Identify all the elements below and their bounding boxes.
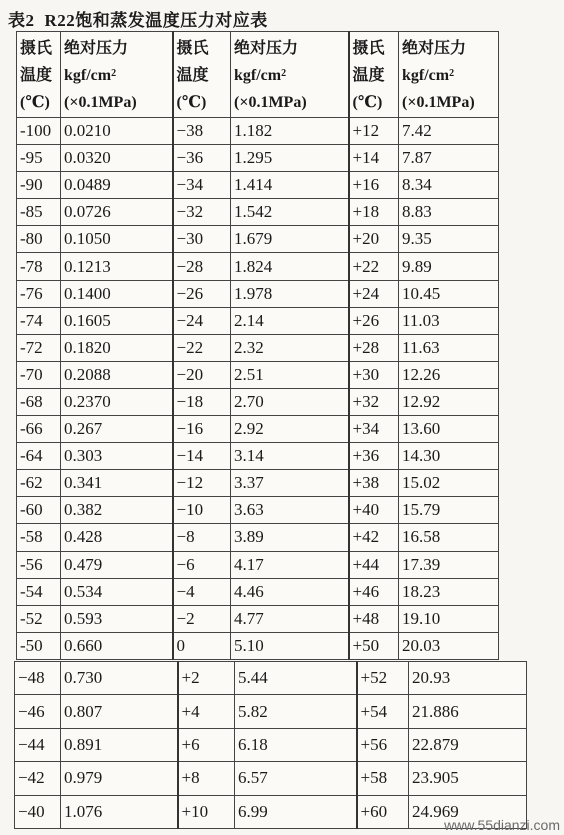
temperature-cell: +60 [357, 795, 409, 828]
pressure-cell: 7.42 [399, 118, 499, 145]
table-row [17, 632, 499, 659]
pressure-cell: 0.1213 [61, 253, 173, 280]
table-title: R22饱和蒸发温度压力对应表 [44, 11, 268, 30]
pressure-cell: 5.82 [235, 695, 357, 728]
pressure-cell: 15.02 [399, 470, 499, 497]
temperature-cell: -66 [17, 416, 61, 443]
pressure-cell: 2.32 [231, 334, 349, 361]
table-number: 表2 [8, 11, 35, 30]
table-row [17, 416, 499, 443]
table-row [17, 199, 499, 226]
temperature-cell: −24 [173, 307, 231, 334]
temperature-cell: +4 [178, 695, 235, 728]
pressure-cell: 15.79 [399, 497, 499, 524]
temperature-cell: +8 [178, 762, 235, 795]
temperature-cell: −16 [173, 416, 231, 443]
table-row [17, 605, 499, 632]
temperature-cell: -74 [17, 307, 61, 334]
temperature-cell: +46 [349, 578, 399, 605]
temp-header: 摄氏 温度 (℃) [173, 32, 231, 118]
temperature-cell: −40 [15, 795, 61, 828]
pressure-table-bottom [14, 661, 527, 829]
table-row [17, 497, 499, 524]
pressure-cell: 6.18 [235, 728, 357, 761]
pressure-cell: 17.39 [399, 551, 499, 578]
temperature-cell: +58 [357, 762, 409, 795]
temperature-cell: +14 [349, 145, 399, 172]
table-row [15, 662, 527, 695]
pressure-cell: 6.99 [235, 795, 357, 828]
pressure-cell: 1.824 [231, 253, 349, 280]
table-row [17, 145, 499, 172]
watermark-url: www.55dianzi.com [444, 817, 560, 833]
temperature-cell: −28 [173, 253, 231, 280]
pressure-cell: 13.60 [399, 416, 499, 443]
pressure-cell: 9.35 [399, 226, 499, 253]
temperature-cell: +22 [349, 253, 399, 280]
temperature-cell: -80 [17, 226, 61, 253]
table-row [17, 551, 499, 578]
temperature-cell: -62 [17, 470, 61, 497]
temperature-cell: -85 [17, 199, 61, 226]
temperature-cell: −30 [173, 226, 231, 253]
temperature-cell: -52 [17, 605, 61, 632]
temperature-cell: +48 [349, 605, 399, 632]
temperature-cell: −6 [173, 551, 231, 578]
pressure-cell: 0.1605 [61, 307, 173, 334]
pressure-cell: 2.70 [231, 388, 349, 415]
pressure-cell: 1.978 [231, 280, 349, 307]
temperature-cell: −10 [173, 497, 231, 524]
temperature-cell: +20 [349, 226, 399, 253]
pressure-cell: 1.414 [231, 172, 349, 199]
temp-header: 摄氏 温度 (℃) [17, 32, 61, 118]
table-row [17, 334, 499, 361]
temperature-cell: -90 [17, 172, 61, 199]
temperature-cell: +44 [349, 551, 399, 578]
pressure-cell: 0.479 [61, 551, 173, 578]
pressure-cell: 8.83 [399, 199, 499, 226]
pressure-cell: 20.93 [409, 662, 527, 695]
temperature-cell: +2 [178, 662, 235, 695]
temperature-cell: +34 [349, 416, 399, 443]
temperature-cell: -50 [17, 632, 61, 659]
temperature-cell: −38 [173, 118, 231, 145]
temperature-cell: +32 [349, 388, 399, 415]
pressure-cell: 3.14 [231, 443, 349, 470]
temperature-cell: +10 [178, 795, 235, 828]
table-row [17, 118, 499, 145]
temperature-cell: -54 [17, 578, 61, 605]
temperature-cell: -70 [17, 361, 61, 388]
temperature-cell: -72 [17, 334, 61, 361]
table-row [17, 361, 499, 388]
pressure-cell: 0.593 [61, 605, 173, 632]
temperature-cell: +18 [349, 199, 399, 226]
temperature-cell: +42 [349, 524, 399, 551]
table-row [17, 443, 499, 470]
temperature-cell: −4 [173, 578, 231, 605]
pressure-cell: 7.87 [399, 145, 499, 172]
temperature-cell: -100 [17, 118, 61, 145]
temperature-cell: -68 [17, 388, 61, 415]
temperature-cell: −2 [173, 605, 231, 632]
pressure-cell: 8.34 [399, 172, 499, 199]
pressure-cell: 5.44 [235, 662, 357, 695]
pressure-cell: 11.03 [399, 307, 499, 334]
pressure-cell: 0.730 [61, 662, 178, 695]
pressure-table-top-body [17, 32, 499, 660]
pressure-cell: 3.89 [231, 524, 349, 551]
temperature-cell: -78 [17, 253, 61, 280]
pressure-cell: 0.0320 [61, 145, 173, 172]
pressure-cell: 0.303 [61, 443, 173, 470]
temperature-cell: +28 [349, 334, 399, 361]
pressure-cell: 0.0489 [61, 172, 173, 199]
pressure-cell: 11.63 [399, 334, 499, 361]
temperature-cell: +52 [357, 662, 409, 695]
temperature-cell: −36 [173, 145, 231, 172]
pressure-cell: 1.076 [61, 795, 178, 828]
pressure-cell: 0.1400 [61, 280, 173, 307]
table-row [17, 172, 499, 199]
temperature-cell: -56 [17, 551, 61, 578]
temperature-cell: +40 [349, 497, 399, 524]
pressure-cell: 5.10 [231, 632, 349, 659]
table-row [17, 226, 499, 253]
pressure-cell: 0.341 [61, 470, 173, 497]
pressure-cell: 0.382 [61, 497, 173, 524]
pressure-cell: 1.295 [231, 145, 349, 172]
temperature-cell: -95 [17, 145, 61, 172]
temperature-cell: +6 [178, 728, 235, 761]
pressure-cell: 21.886 [409, 695, 527, 728]
pressure-header: 绝对压力 kgf/$cm^2$ (×0.1MPa) [399, 32, 499, 118]
table-row [15, 728, 527, 761]
pressure-cell: 0.2088 [61, 361, 173, 388]
pressure-cell: 18.23 [399, 578, 499, 605]
temperature-cell: +24 [349, 280, 399, 307]
pressure-cell: 22.879 [409, 728, 527, 761]
pressure-cell: 3.37 [231, 470, 349, 497]
pressure-cell: 20.03 [399, 632, 499, 659]
pressure-cell: 0.1050 [61, 226, 173, 253]
pressure-cell: 4.17 [231, 551, 349, 578]
temperature-cell: +54 [357, 695, 409, 728]
pressure-cell: 12.92 [399, 388, 499, 415]
pressure-cell: 0.891 [61, 728, 178, 761]
temp-header: 摄氏 温度 (℃) [349, 32, 399, 118]
pressure-cell: 0.267 [61, 416, 173, 443]
table-row [15, 762, 527, 795]
temperature-cell: -76 [17, 280, 61, 307]
pressure-cell: 3.63 [231, 497, 349, 524]
temperature-cell: −18 [173, 388, 231, 415]
pressure-header: 绝对压力 kgf/$cm^2$ (×0.1MPa) [61, 32, 173, 118]
temperature-cell: -60 [17, 497, 61, 524]
pressure-cell: 2.14 [231, 307, 349, 334]
pressure-cell: 0.428 [61, 524, 173, 551]
header-row [17, 32, 499, 118]
pressure-table-top [16, 31, 499, 660]
temperature-cell: −32 [173, 199, 231, 226]
temperature-cell: −44 [15, 728, 61, 761]
temperature-cell: +36 [349, 443, 399, 470]
pressure-cell: 9.89 [399, 253, 499, 280]
temperature-cell: −46 [15, 695, 61, 728]
temperature-cell: +38 [349, 470, 399, 497]
pressure-cell: 2.51 [231, 361, 349, 388]
temperature-cell: -58 [17, 524, 61, 551]
table-row [17, 253, 499, 280]
table-row [17, 280, 499, 307]
temperature-cell: −20 [173, 361, 231, 388]
pressure-table-bottom-body [15, 662, 527, 829]
pressure-cell: 0.0726 [61, 199, 173, 226]
pressure-cell: 4.77 [231, 605, 349, 632]
pressure-cell: 0.2370 [61, 388, 173, 415]
pressure-cell: 1.542 [231, 199, 349, 226]
pressure-cell: 0.660 [61, 632, 173, 659]
pressure-cell: 1.182 [231, 118, 349, 145]
pressure-cell: 6.57 [235, 762, 357, 795]
pressure-cell: 0.807 [61, 695, 178, 728]
pressure-cell: 1.679 [231, 226, 349, 253]
temperature-cell: −22 [173, 334, 231, 361]
table-row [17, 388, 499, 415]
table-caption [8, 6, 268, 30]
temperature-cell: −8 [173, 524, 231, 551]
temperature-cell: +26 [349, 307, 399, 334]
pressure-cell: 0.1820 [61, 334, 173, 361]
pressure-header: 绝对压力 kgf/$cm^2$ (×0.1MPa) [231, 32, 349, 118]
pressure-cell: 2.92 [231, 416, 349, 443]
pressure-cell: 24.969 [409, 795, 527, 828]
temperature-cell: −14 [173, 443, 231, 470]
temperature-cell: −26 [173, 280, 231, 307]
temperature-cell: −48 [15, 662, 61, 695]
temperature-cell: +50 [349, 632, 399, 659]
pressure-cell: 14.30 [399, 443, 499, 470]
table-row [15, 695, 527, 728]
temperature-cell: −42 [15, 762, 61, 795]
temperature-cell: +56 [357, 728, 409, 761]
temperature-cell: +16 [349, 172, 399, 199]
table-row [17, 307, 499, 334]
table-row [17, 524, 499, 551]
pressure-cell: 0.0210 [61, 118, 173, 145]
temperature-cell: −12 [173, 470, 231, 497]
table-row [17, 578, 499, 605]
pressure-cell: 16.58 [399, 524, 499, 551]
temperature-cell: +12 [349, 118, 399, 145]
pressure-cell: 0.534 [61, 578, 173, 605]
pressure-cell: 23.905 [409, 762, 527, 795]
table-row [17, 470, 499, 497]
pressure-cell: 12.26 [399, 361, 499, 388]
temperature-cell: 0 [173, 632, 231, 659]
temperature-cell: −34 [173, 172, 231, 199]
temperature-cell: +30 [349, 361, 399, 388]
pressure-cell: 10.45 [399, 280, 499, 307]
pressure-cell: 0.979 [61, 762, 178, 795]
pressure-cell: 19.10 [399, 605, 499, 632]
temperature-cell: -64 [17, 443, 61, 470]
pressure-cell: 4.46 [231, 578, 349, 605]
